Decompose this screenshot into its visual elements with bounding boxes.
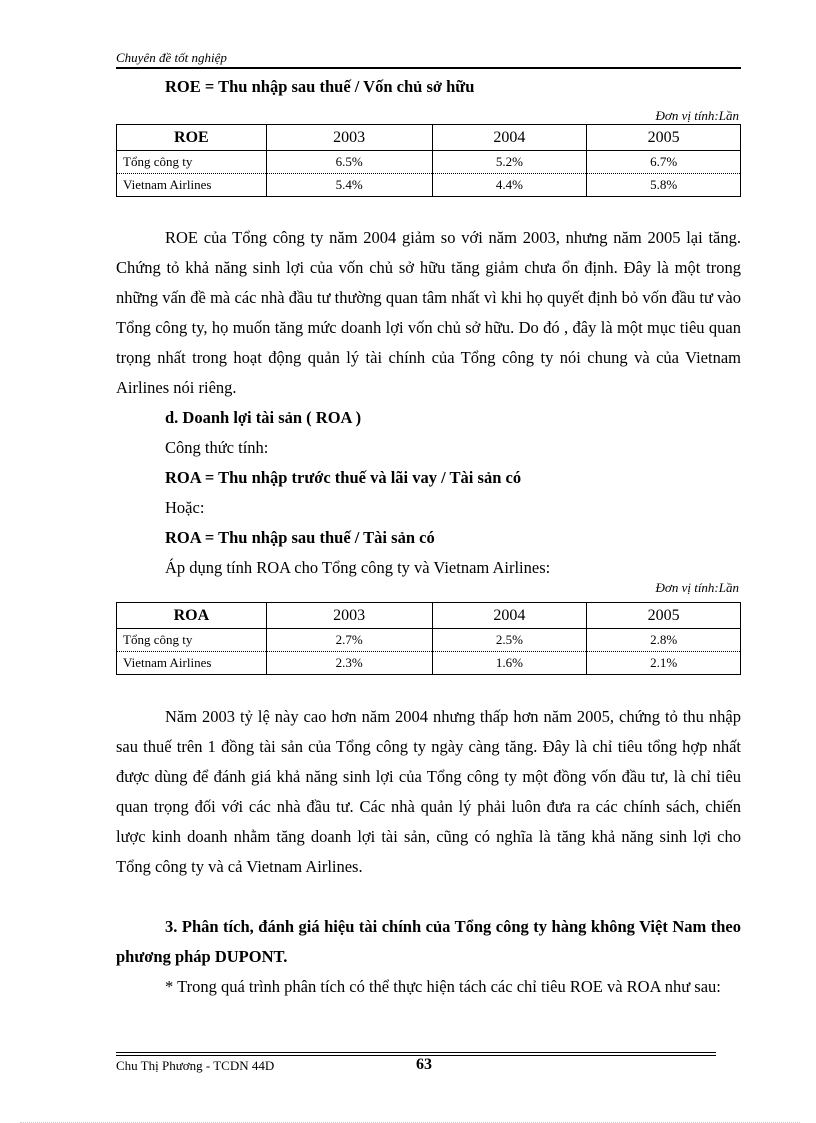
roe-formula: ROE = Thu nhập sau thuế / Vốn chủ sở hữu <box>165 77 475 96</box>
roe-analysis-paragraph: ROE của Tổng công ty năm 2004 giảm so với năm 2003, nhưng năm 2005 lại tăng. Chứng tỏ khả năng sinh lợi của vốn chủ sở hữu tăng giảm chưa ổn định. Đây là một trong những vấn đề mà các nhà đầu tư thường quan tâm nhất vì khi họ quyết định bỏ vốn đầu tư vào Tổng công ty, họ muốn tăng mức doanh lợi vốn chủ sở hữu. Do đó , đây là một mục tiêu quan trọng nhất trong hoạt động quản lý tài chính của Tổng công ty nói chung và của Vietnam Airlines nói riêng. <box>116 228 741 397</box>
section-3-heading: 3. Phân tích, đánh giá hiệu tài chính của Tổng công ty hàng không Việt Nam theo phương pháp DUPONT. <box>116 917 741 966</box>
roa-section-heading: d. Doanh lợi tài sản ( ROA ) <box>165 408 362 427</box>
row-label: Tổng công ty <box>117 629 267 652</box>
roa-formula-1: ROA = Thu nhập trước thuế và lãi vay / Tài sản có <box>165 468 522 487</box>
table-cell: 6.7% <box>587 151 741 174</box>
table-row <box>117 151 741 174</box>
table-cell: 1.6% <box>432 652 587 675</box>
table-header-cell: 2005 <box>587 125 741 151</box>
roa-unit-label: Đơn vị tính:Lần <box>655 580 739 595</box>
table-cell: 2.5% <box>432 629 587 652</box>
page-number: 63 <box>416 1056 432 1073</box>
table-header-cell: 2003 <box>266 603 432 629</box>
table-header-cell: 2005 <box>587 603 741 629</box>
table-header-cell: 2004 <box>432 603 587 629</box>
table-row <box>117 174 741 197</box>
table-row <box>117 652 741 675</box>
table-cell: 6.5% <box>266 151 432 174</box>
running-header: Chuyên đề tốt nghiệp <box>116 50 227 65</box>
table-header-cell: ROA <box>117 603 267 629</box>
table-header-row <box>117 125 741 151</box>
table-cell: 5.8% <box>587 174 741 197</box>
table-cell: 2.1% <box>587 652 741 675</box>
row-label: Vietnam Airlines <box>117 652 267 675</box>
table-header-cell: ROE <box>117 125 267 151</box>
header-rule <box>116 67 741 69</box>
table-header-cell: 2004 <box>432 125 587 151</box>
table-cell: 5.4% <box>266 174 432 197</box>
formula-label: Công thức tính: <box>165 438 269 457</box>
footer-rule <box>116 1052 716 1053</box>
table-cell: 4.4% <box>432 174 587 197</box>
roa-formula-2: ROA = Thu nhập sau thuế / Tài sản có <box>165 528 435 547</box>
or-label: Hoặc: <box>165 498 205 517</box>
table-cell: 2.8% <box>587 629 741 652</box>
roe-unit-label: Đơn vị tính:Lần <box>655 108 739 123</box>
row-label: Tổng công ty <box>117 151 267 174</box>
footer-author: Chu Thị Phương - TCDN 44D <box>116 1058 275 1073</box>
table-header-row <box>117 603 741 629</box>
section-3-paragraph: * Trong quá trình phân tích có thể thực hiện tách các chỉ tiêu ROE và ROA như sau: <box>165 977 721 996</box>
roa-analysis-paragraph: Năm 2003 tỷ lệ này cao hơn năm 2004 nhưng thấp hơn năm 2005, chứng tỏ thu nhập sau thuế trên 1 đồng tài sản của Tổng công ty ngày càng tăng. Đây là chỉ tiêu tổng hợp nhất được dùng để đánh giá khả năng sinh lợi của Tổng công ty một đồng vốn đầu tư, là chỉ tiêu quan trọng đối với các nhà đầu tư. Các nhà quản lý phải luôn đưa ra các chính sách, chiến lược kinh doanh nhằm tăng doanh lợi tài sản, cũng có nghĩa là tăng khả năng sinh lợi cho Tổng công ty và cả Vietnam Airlines. <box>116 707 741 876</box>
table-cell: 2.3% <box>266 652 432 675</box>
roa-table <box>116 602 741 675</box>
roe-table <box>116 124 741 197</box>
row-label: Vietnam Airlines <box>117 174 267 197</box>
table-header-cell: 2003 <box>266 125 432 151</box>
table-row <box>117 629 741 652</box>
roa-apply-text: Áp dụng tính ROA cho Tổng công ty và Vietnam Airlines: <box>165 558 551 577</box>
table-cell: 2.7% <box>266 629 432 652</box>
table-cell: 5.2% <box>432 151 587 174</box>
